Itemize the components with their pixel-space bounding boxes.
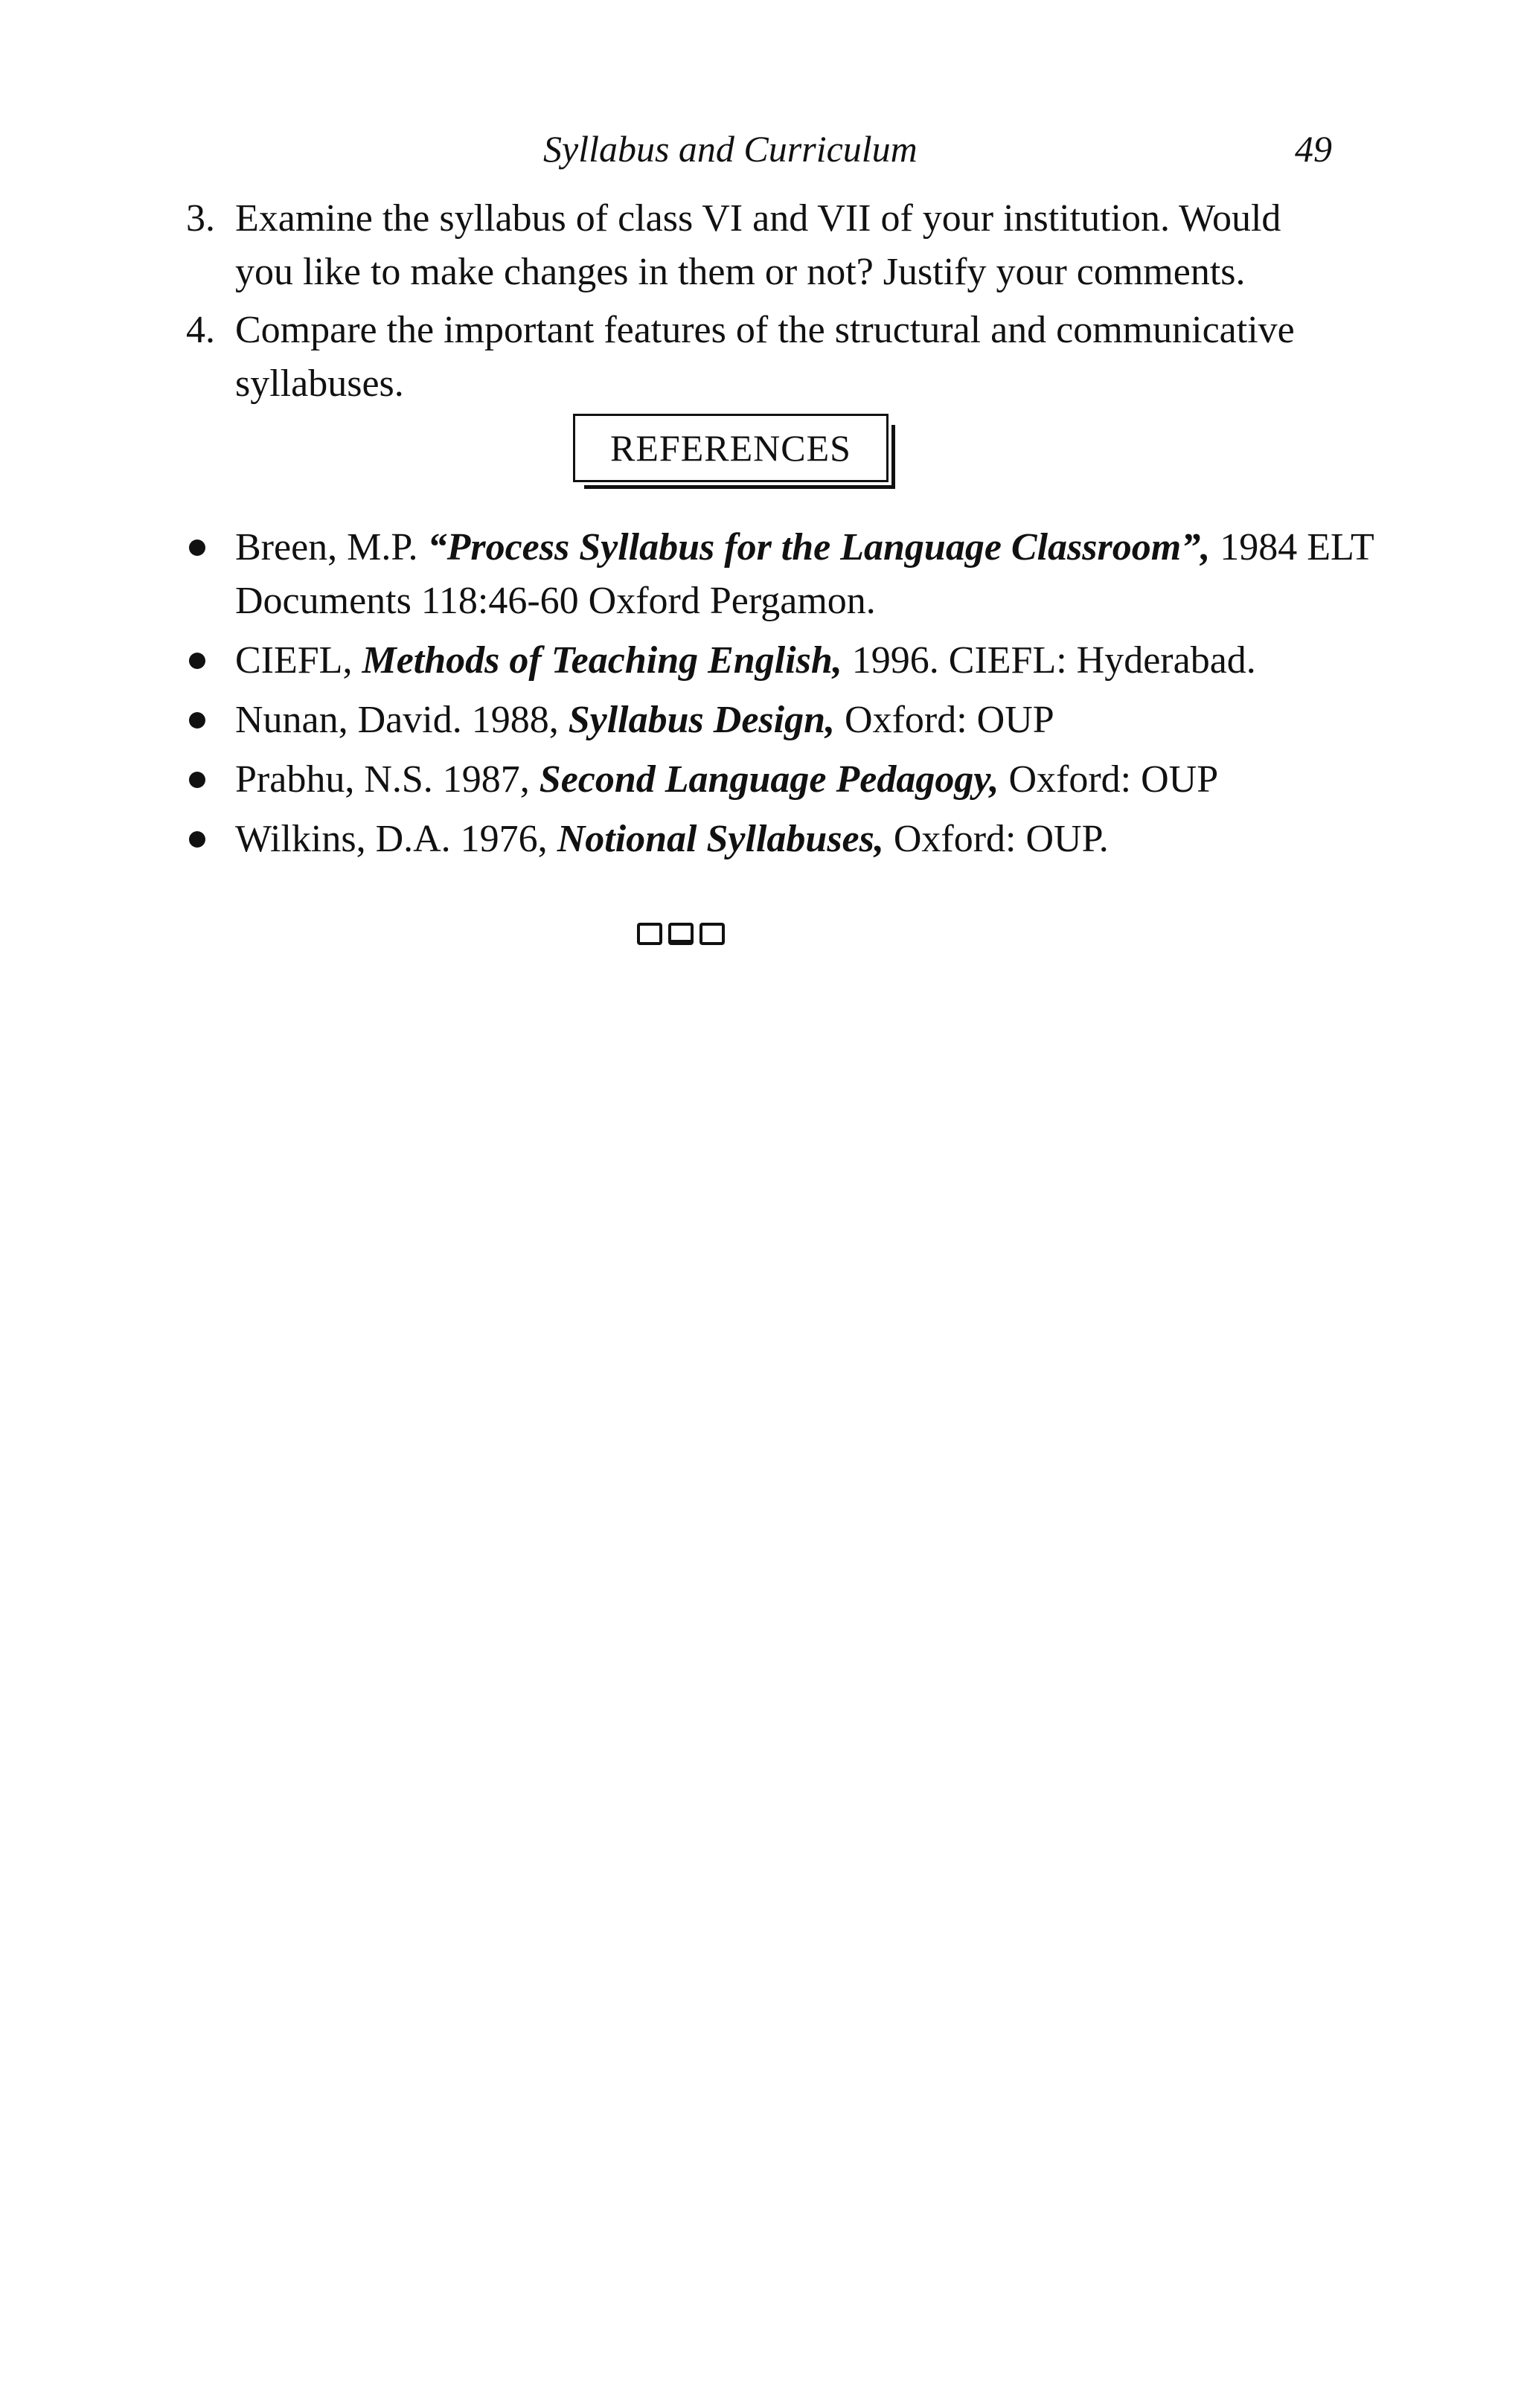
reference-author: CIEFL,: [235, 639, 362, 682]
reference-title: “Process Syllabus for the Language Classroom”,: [427, 526, 1211, 569]
reference-item: [186, 753, 1377, 807]
reference-author: Prabhu, N.S. 1987,: [235, 758, 540, 801]
reference-item: [186, 813, 1377, 866]
reference-title: Syllabus Design,: [568, 699, 836, 741]
page-header: [186, 119, 1332, 179]
reference-title: Notional Syllabuses,: [557, 818, 884, 860]
bullet-icon: [189, 712, 205, 729]
question-text: Examine the syllabus of class VI and VII of your institution. Would you like to make changes in them or not? Justify your comments.: [235, 197, 1281, 293]
reference-details: Oxford: OUP: [999, 758, 1219, 801]
question-number: 3.: [186, 197, 215, 240]
end-square-icon: [699, 923, 725, 945]
reference-item: [186, 521, 1377, 628]
bullet-icon: [189, 539, 205, 556]
reference-author: Wilkins, D.A. 1976,: [235, 818, 557, 860]
question-item: [186, 192, 1347, 299]
end-square-icon: [637, 923, 662, 945]
reference-author: Breen, M.P.: [235, 526, 428, 569]
reference-author: Nunan, David. 1988,: [235, 699, 569, 741]
bullet-icon: [189, 831, 205, 848]
bullet-icon: [189, 772, 205, 788]
references-heading-box: [573, 414, 889, 482]
reference-item: [186, 694, 1377, 747]
page-number: 49: [1295, 128, 1332, 170]
exercise-questions: [186, 192, 1347, 415]
references-list: [186, 521, 1377, 872]
question-number: 4.: [186, 309, 215, 351]
reference-details: Oxford: OUP.: [883, 818, 1109, 860]
reference-item: [186, 634, 1377, 688]
question-text: Compare the important features of the structural and communicative syllabuses.: [235, 309, 1295, 405]
reference-details: Oxford: OUP: [835, 699, 1054, 741]
reference-title: Second Language Pedagogy,: [539, 758, 999, 801]
running-title: Syllabus and Curriculum: [543, 128, 918, 170]
bullet-icon: [189, 653, 205, 669]
three-squares-end-icon: [637, 923, 725, 945]
question-item: [186, 304, 1347, 411]
references-heading: REFERENCES: [610, 427, 851, 469]
end-square-icon: [668, 923, 694, 945]
reference-details: 1984 ELT Documents 118:46-60 Oxford Pergamon.: [235, 526, 1374, 622]
reference-title: Methods of Teaching English,: [362, 639, 842, 682]
reference-details: 1996. CIEFL: Hyderabad.: [842, 639, 1256, 682]
